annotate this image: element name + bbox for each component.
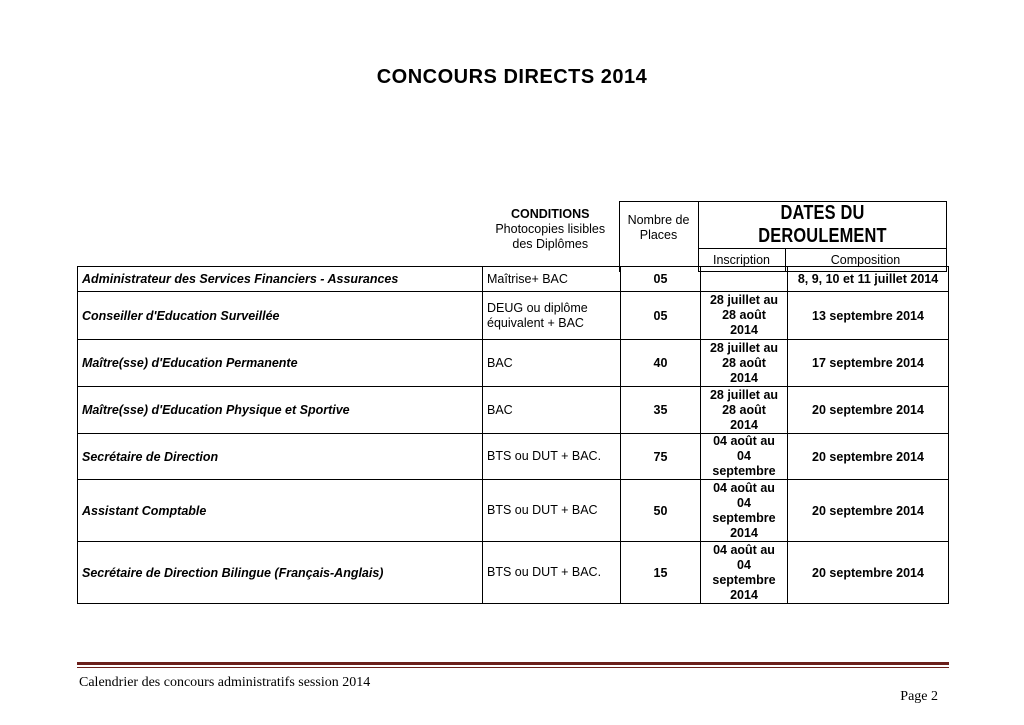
inscription-header: Inscription <box>698 249 785 272</box>
footer-text: Calendrier des concours administratifs session 2014 <box>79 675 371 690</box>
concours-title: Conseiller d'Education Surveillée <box>78 292 483 340</box>
conditions-cell <box>483 292 621 340</box>
places-line1: Nombre de <box>627 213 690 227</box>
inscription-line: 28 août <box>722 402 766 417</box>
inscription-cell <box>701 434 788 480</box>
condition-line: DEUG ou diplôme <box>487 300 588 315</box>
composition-cell: 20 septembre 2014 <box>788 542 949 604</box>
concours-title: Secrétaire de Direction Bilingue (Français-Anglais) <box>78 542 483 604</box>
inscription-line: 28 août <box>722 308 766 322</box>
conditions-sub2: des Diplômes <box>512 236 589 251</box>
conditions-cell <box>483 340 621 387</box>
composition-cell: 8, 9, 10 et 11 juillet 2014 <box>788 267 949 292</box>
composition-cell: 20 septembre 2014 <box>788 387 949 434</box>
inscription-line: 2014 <box>730 525 758 540</box>
places-cell: 35 <box>621 387 701 434</box>
inscription-line: 04 <box>737 495 751 510</box>
table-row <box>78 267 949 292</box>
inscription-line: 04 août au <box>713 542 775 557</box>
inscription-line: 04 <box>737 449 751 463</box>
conditions-cell <box>483 267 621 292</box>
places-cell: 15 <box>621 542 701 604</box>
composition-header: Composition <box>785 249 946 272</box>
composition-cell: 20 septembre 2014 <box>788 434 949 480</box>
inscription-line: 28 juillet au <box>709 387 779 402</box>
conditions-header <box>482 202 619 272</box>
composition-cell: 13 septembre 2014 <box>788 292 949 340</box>
inscription-cell <box>701 542 788 604</box>
composition-cell: 17 septembre 2014 <box>788 340 949 387</box>
table-row <box>78 434 949 480</box>
inscription-line: 28 juillet au <box>709 340 779 355</box>
table-row <box>78 387 949 434</box>
page-title: CONCOURS DIRECTS 2014 <box>376 66 648 88</box>
inscription-cell <box>701 267 788 292</box>
composition-cell: 20 septembre 2014 <box>788 480 949 542</box>
condition-line: équivalent + BAC <box>487 315 584 330</box>
inscription-line: septembre <box>712 464 776 478</box>
header-table <box>482 201 947 272</box>
table-row <box>78 542 949 604</box>
conditions-cell <box>483 434 621 480</box>
places-cell: 40 <box>621 340 701 387</box>
condition-line: BAC <box>487 402 513 417</box>
inscription-line: septembre <box>712 572 776 587</box>
inscription-cell <box>701 340 788 387</box>
dates-header <box>698 202 946 249</box>
inscription-line: 28 août <box>722 355 766 370</box>
places-cell: 05 <box>621 292 701 340</box>
condition-line: BTS ou DUT + BAC. <box>487 565 602 579</box>
concours-title: Maître(sse) d'Education Permanente <box>78 340 483 387</box>
places-cell: 75 <box>621 434 701 480</box>
places-cell: 50 <box>621 480 701 542</box>
condition-line: BTS ou DUT + BAC. <box>487 449 602 463</box>
inscription-line: 2014 <box>730 323 758 337</box>
inscription-cell <box>701 292 788 340</box>
inscription-line: 28 juillet au <box>709 293 779 307</box>
inscription-line: 2014 <box>730 587 758 602</box>
condition-line: BTS ou DUT + BAC <box>487 503 598 517</box>
table-row <box>78 292 949 340</box>
conditions-title: CONDITIONS <box>511 206 590 221</box>
concours-title: Assistant Comptable <box>78 480 483 542</box>
concours-title: Secrétaire de Direction <box>78 434 483 480</box>
dates-title: DATES DU DEROULEMENT <box>757 202 887 247</box>
condition-line: Maîtrise+ BAC <box>487 271 568 286</box>
conditions-cell <box>483 542 621 604</box>
inscription-line: 2014 <box>730 417 758 432</box>
inscription-line: 2014 <box>730 370 758 385</box>
inscription-line: 04 août au <box>713 434 775 448</box>
inscription-line: 04 <box>737 557 751 572</box>
inscription-cell <box>701 480 788 542</box>
page-number: Page 2 <box>900 689 938 704</box>
places-header <box>619 202 698 272</box>
table-row <box>78 480 949 542</box>
conditions-cell <box>483 480 621 542</box>
inscription-cell <box>701 387 788 434</box>
footer-rule-thin <box>77 667 949 668</box>
concours-title: Administrateur des Services Financiers - Assurances <box>78 267 483 292</box>
concours-table <box>77 266 949 604</box>
table-row <box>78 340 949 387</box>
places-cell: 05 <box>621 267 701 292</box>
inscription-line: 04 août au <box>713 480 775 495</box>
conditions-sub1: Photocopies lisibles <box>495 221 606 236</box>
condition-line: BAC <box>487 355 513 370</box>
footer-rule-thick <box>77 662 949 665</box>
concours-title: Maître(sse) d'Education Physique et Sportive <box>78 387 483 434</box>
inscription-line: septembre <box>712 510 776 525</box>
conditions-cell <box>483 387 621 434</box>
places-line2: Places <box>639 228 678 242</box>
